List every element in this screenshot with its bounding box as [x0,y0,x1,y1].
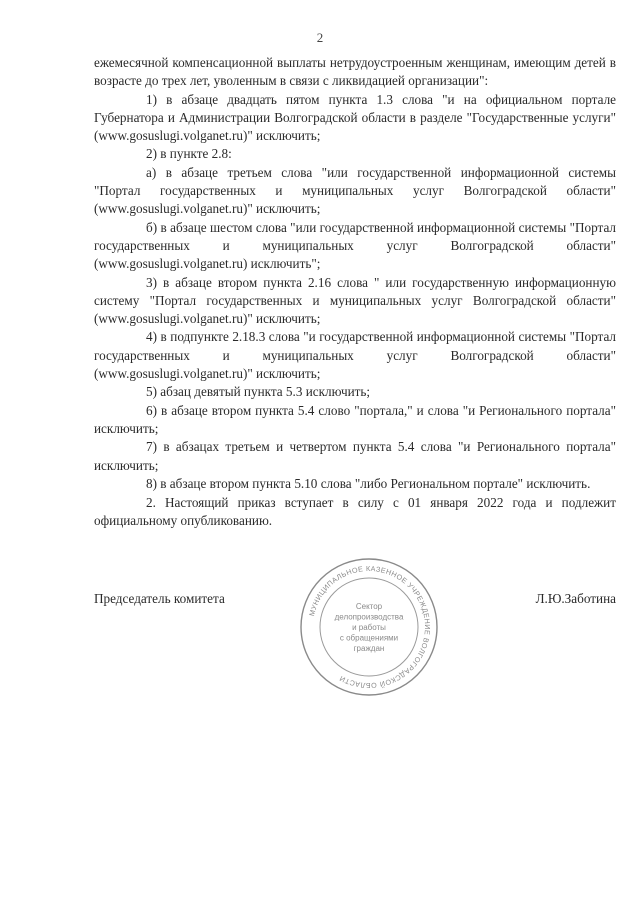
paragraph-item-1: 1) в абзаце двадцать пятом пункта 1.3 слова "и на официальном портале Губернатора и Администрации Волгоградской области в разделе "Государственные услуги" (www.gosuslugi.volganet.ru)" исключить; [94,91,616,144]
seal-center-text [335,602,404,653]
document-body [94,54,616,531]
paragraph-item-8: 8) в абзаце втором пункта 5.10 слова "либо Региональном портале" исключить. [146,475,591,491]
paragraph-continuation: ежемесячной компенсационной выплаты нетрудоустроенным женщинам, имеющим детей в возрасте до трех лет, уволенным в связи с ликвидацией организации": [94,55,616,89]
seal-center-line: Сектор [355,602,383,612]
seal-center-line: с обращениями [339,633,399,643]
seal-ring-text: МУНИЦИПАЛЬНОЕ КАЗЕННОЕ УЧРЕЖДЕНИЕ ВОЛГОГРАДСКОЙ ОБЛАСТИ [307,563,433,691]
seal-center-line: граждан [353,643,385,653]
paragraph-item-6: 6) в абзаце втором пункта 5.4 слово "портала," и слова "и Регионального портала" исключить; [94,402,616,436]
paragraph-item-5: 5) абзац девятый пункта 5.3 исключить; [146,384,371,400]
signatory-title: Председатель комитета [94,591,225,606]
paragraph-item-3: 3) в абзаце втором пункта 2.16 слова " или государственную информационную систему "Портал государственных и муниципальных услуг Волгоградской области" (www.gosuslugi.volganet.ru)" исключить; [94,274,616,327]
signatory-name: Л.Ю.Заботина [535,591,616,606]
paragraph-effective-date: 2. Настоящий приказ вступает в силу с 01 января 2022 года и подлежит официальному опубликованию. [94,495,616,529]
seal-center-line: и работы [352,623,386,632]
seal-graphic [298,556,440,698]
page-number: 2 [316,30,324,45]
paragraph-item-2: 2) в пункте 2.8: [146,146,232,162]
paragraph-item-2b: б) в абзаце шестом слова "или государственной информационной системы "Портал государственных и муниципальных услуг Волгоградской области" (www.gosuslugi.volganet.ru) исключить"; [94,219,616,272]
seal-center-line: делопроизводства [334,612,404,622]
official-seal-stamp [298,556,440,698]
paragraph-item-4: 4) в подпункте 2.18.3 слова "и государственной информационной системы "Портал государственных и муниципальных услуг Волгоградской области" (www.gosuslugi.volganet.ru)" исключить; [94,329,616,382]
paragraph-item-2a: а) в абзаце третьем слова "или государственной информационной системы "Портал государственных и муниципальных услуг Волгоградской области" (www.gosuslugi.volganet.ru)" исключить; [94,164,616,217]
paragraph-item-7: 7) в абзацах третьем и четвертом пункта 5.4 слова "и Регионального портала" исключить; [94,439,616,473]
